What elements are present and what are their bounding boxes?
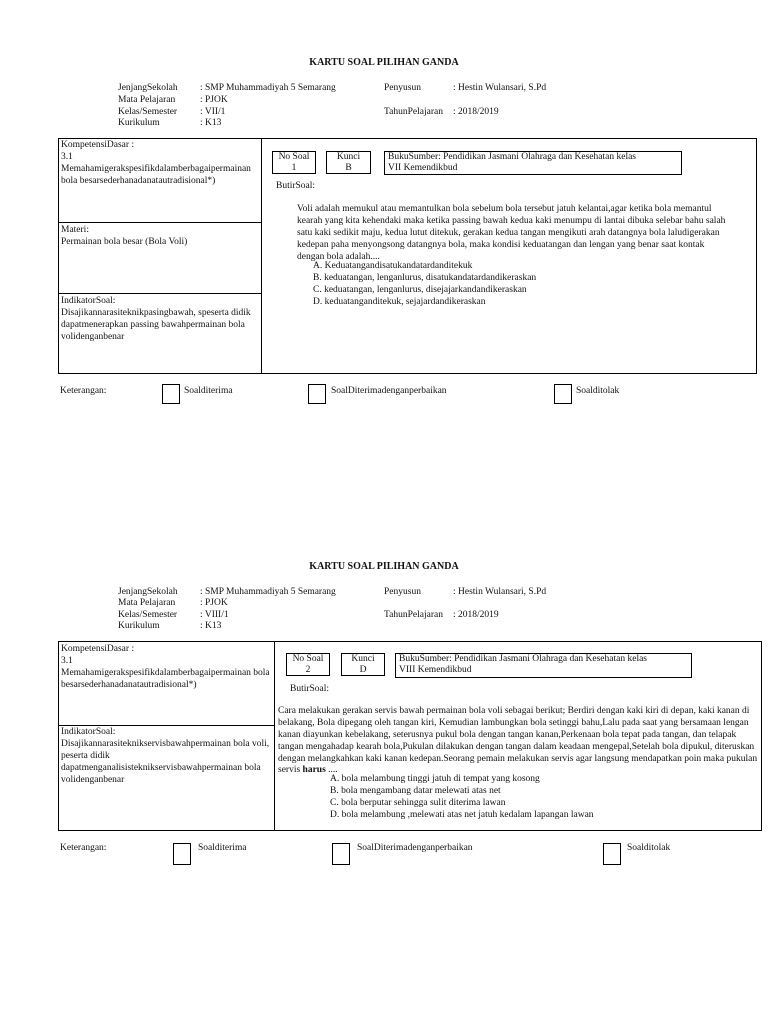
label-perbaikan: SoalDiterimadenganperbaikan bbox=[331, 386, 447, 396]
question-stem-end: .... bbox=[325, 765, 338, 776]
option-c: C. bola berputar sehingga sulit diterima lawan bbox=[330, 797, 506, 808]
option-b: B. bola mengambang datar melewati atas net bbox=[330, 785, 501, 796]
jenjang-value: : SMP Muhammadiyah 5 Semarang bbox=[200, 587, 336, 597]
answer-options bbox=[313, 261, 733, 309]
kurikulum-label: Kurikulum bbox=[118, 621, 160, 631]
indikator-text: Disajikannarasiteknikpasingbawah, speserta didik dapatmenerapkan passing bawahpermainan bola volidenganbenar bbox=[61, 307, 251, 342]
option-c: C. keduatangan, lenganlurus, disejajarkandandikeraskan bbox=[313, 284, 527, 295]
kurikulum-value: : K13 bbox=[200, 118, 222, 128]
kurikulum-label: Kurikulum bbox=[118, 118, 160, 128]
buku-sumber-line1: BukuSumber: Pendidikan Jasmani Olahraga dan Kesehatan kelas bbox=[399, 654, 647, 664]
buku-sumber-line2: VIII Kemendikbud bbox=[399, 664, 472, 675]
kompetensi-label: KompetensiDasar : bbox=[61, 140, 135, 150]
mapel-value: : PJOK bbox=[200, 598, 228, 608]
kompetensi-text: Memahamigerakspesifikdalamberbagaipermainan bola besarsederhanadanatautradisional*) bbox=[61, 163, 251, 186]
jenjang-value: : SMP Muhammadiyah 5 Semarang bbox=[200, 83, 336, 93]
keterangan-label: Keterangan: bbox=[60, 386, 107, 396]
kelas-label: Kelas/Semester bbox=[118, 610, 178, 620]
checkbox-perbaikan[interactable] bbox=[332, 843, 350, 865]
butir-soal-label: ButirSoal: bbox=[276, 181, 316, 191]
option-d: D. bola melambung ,melewati atas net jatuh kedalam lapangan lawan bbox=[330, 809, 594, 820]
row-divider bbox=[58, 725, 274, 726]
buku-sumber-line2: VII Kemendikbud bbox=[388, 162, 458, 173]
option-a: A. bola melambung tinggi jatuh di tempat yang kosong bbox=[330, 774, 540, 784]
label-diterima: Soalditerima bbox=[184, 386, 233, 396]
materi-section bbox=[61, 225, 259, 249]
indikator-label: IndikatorSoal: bbox=[61, 296, 116, 306]
question-stem bbox=[278, 706, 758, 777]
butir-soal-label: ButirSoal: bbox=[290, 684, 330, 694]
kompetensi-section bbox=[61, 140, 259, 188]
no-soal-label: No Soal bbox=[278, 152, 310, 162]
option-d: D. keduatanganditekuk, sejajardandikeraskan bbox=[313, 296, 486, 307]
tahun-label: TahunPelajaran bbox=[384, 610, 443, 620]
question-stem: Voli adalah memukul atau memantulkan bola sebelum bola tersebut jatuh kelantai,agar ketika bola memantul kearah yang kita kehendaki maka ketika passing bawah kedua kaki menumpu di lantai dibuka selebar bahu salah satu kaki sedikit maju, kedua lutut ditekuk, gerakan kedua tangan mengikuti arah datangnya bola laludigerakan kedepan paha menyongsong datangnya bola, maka kondisi keduatangan dan lengan yang benar saat kontak dengan bola adalah.... bbox=[297, 204, 726, 262]
row-divider bbox=[58, 222, 261, 223]
option-b: B. keduatangan, lenganlurus, disatukandatardandikeraskan bbox=[313, 272, 537, 283]
label-perbaikan: SoalDiterimadenganperbaikan bbox=[357, 843, 473, 853]
penyusun-value: : Hestin Wulansari, S.Pd bbox=[453, 83, 547, 93]
column-divider bbox=[274, 641, 275, 831]
indikator-label: IndikatorSoal: bbox=[61, 727, 116, 737]
kunci-label: Kunci bbox=[336, 152, 361, 162]
no-soal-value: 2 bbox=[305, 664, 311, 675]
question-stem-emphasis: harus bbox=[302, 765, 326, 776]
checkbox-ditolak[interactable] bbox=[554, 384, 572, 404]
kunci-box bbox=[341, 653, 385, 676]
checkbox-diterima[interactable] bbox=[162, 384, 180, 404]
label-diterima: Soalditerima bbox=[198, 843, 247, 853]
label-ditolak: Soalditolak bbox=[576, 386, 620, 396]
no-soal-value: 1 bbox=[291, 162, 297, 173]
option-a: A. Keduatangandisatukandatardanditekuk bbox=[313, 261, 473, 271]
checkbox-diterima[interactable] bbox=[173, 843, 191, 865]
label-ditolak: Soalditolak bbox=[627, 843, 671, 853]
no-soal-label: No Soal bbox=[292, 654, 324, 664]
checkbox-ditolak[interactable] bbox=[603, 843, 621, 865]
indikator-section bbox=[61, 296, 259, 344]
kompetensi-number: 3.1 bbox=[61, 151, 73, 162]
buku-sumber-line1: BukuSumber: Pendidikan Jasmani Olahraga dan Kesehatan kelas bbox=[388, 152, 636, 162]
answer-options bbox=[330, 774, 750, 822]
column-divider bbox=[261, 138, 262, 374]
kompetensi-text: Memahamigerakspesifikdalamberbagaipermainan bola besarsederhanadanatautradisional*) bbox=[61, 667, 270, 690]
kelas-value: : VIII/1 bbox=[200, 610, 229, 620]
kurikulum-value: : K13 bbox=[200, 621, 222, 631]
jenjang-label: JenjangSekolah bbox=[118, 83, 178, 93]
row-divider bbox=[58, 293, 261, 294]
kelas-value: : VII/1 bbox=[200, 107, 226, 117]
kunci-value: D bbox=[359, 664, 367, 675]
tahun-label: TahunPelajaran bbox=[384, 107, 443, 117]
materi-text: Permainan bola besar (Bola Voli) bbox=[61, 236, 188, 247]
jenjang-label: JenjangSekolah bbox=[118, 587, 178, 597]
no-soal-box bbox=[286, 653, 330, 676]
mapel-label: Mata Pelajaran bbox=[118, 598, 176, 608]
buku-sumber-box bbox=[395, 653, 692, 678]
penyusun-label: Penyusun bbox=[384, 83, 421, 93]
indikator-text: Disajikannarasiteknikservisbawahpermainan bola voli, peserta didik dapatmenganalisisteknikservisbawahpermainan bola volidenganbenar bbox=[61, 738, 270, 785]
kompetensi-label: KompetensiDasar : bbox=[61, 644, 135, 654]
mapel-label: Mata Pelajaran bbox=[118, 95, 176, 105]
tahun-value: : 2018/2019 bbox=[453, 610, 499, 620]
kunci-value: B bbox=[345, 162, 352, 173]
question-stem-text: Cara melakukan gerakan servis bawah permainan bola voli sebagai berikut; Berdiri dengan kaki kiri di depan, kaki kanan di belakang, Bola dipegang oleh tangan kiri, Kemudian lambungkan bola setinggi bahu,Lalu pada saat yang bersamaan lengan kanan diayunkan kebelakang, seterusnya pukul bola dengan tangan kanan,Perkenaan bola tepat pada tangan, dan telapak tangan mengahadap kearah bola,Pukulan dilakukan dengan tangan dalam keadaan mengepal,Setelah bola dipukul, diteruskan dengan melangkahkan kaki kanan kedepan.Seorang pemain melakukan servis agar langsung mendapatkan poin maka pukulan servis bbox=[278, 706, 758, 776]
materi-label: Materi: bbox=[61, 225, 89, 235]
kompetensi-number: 3.1 bbox=[61, 655, 73, 666]
penyusun-label: Penyusun bbox=[384, 587, 421, 597]
checkbox-perbaikan[interactable] bbox=[308, 384, 326, 404]
card-title: KARTU SOAL PILIHAN GANDA bbox=[309, 57, 459, 68]
kunci-label: Kunci bbox=[351, 654, 375, 664]
penyusun-value: : Hestin Wulansari, S.Pd bbox=[453, 587, 547, 597]
kelas-label: Kelas/Semester bbox=[118, 107, 178, 117]
no-soal-box bbox=[272, 151, 316, 174]
mapel-value: : PJOK bbox=[200, 95, 228, 105]
buku-sumber-box bbox=[384, 151, 682, 175]
keterangan-label: Keterangan: bbox=[60, 843, 107, 853]
indikator-section bbox=[61, 727, 271, 786]
card-title: KARTU SOAL PILIHAN GANDA bbox=[309, 561, 459, 572]
tahun-value: : 2018/2019 bbox=[453, 107, 499, 117]
kunci-box bbox=[326, 151, 371, 174]
kompetensi-section bbox=[61, 644, 271, 692]
